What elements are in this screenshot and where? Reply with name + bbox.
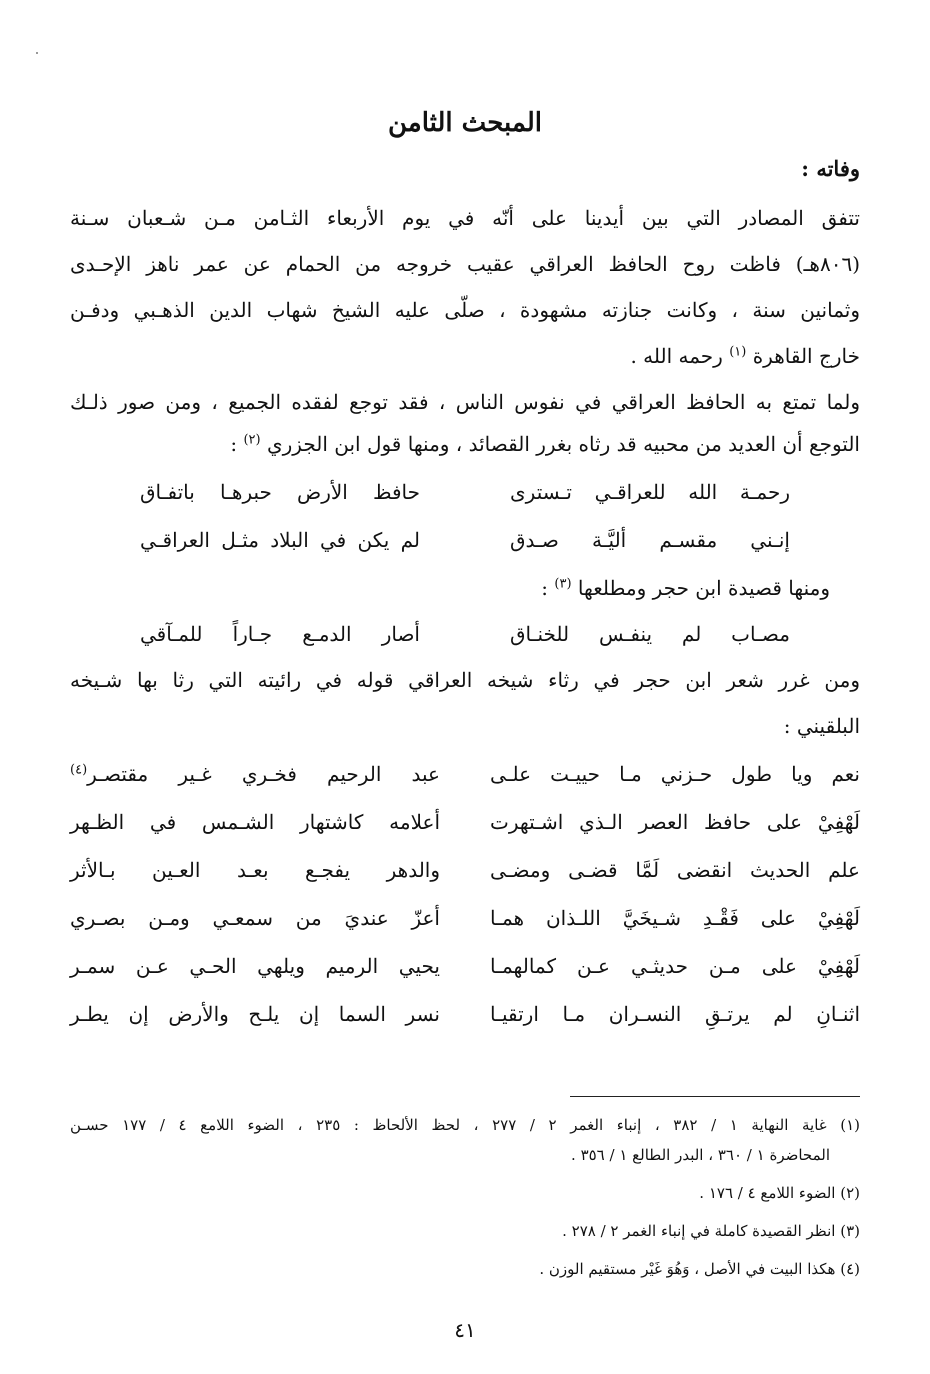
paragraph-text: ومنها قصيدة ابن حجر ومطلعها xyxy=(577,576,830,600)
paragraph-text: خارج القاهرة xyxy=(752,344,860,368)
paragraph-line: ومن غرر شعر ابن حجر في رثاء شيخه العراقي قوله في رائيته التي رثا بها شـيخه xyxy=(70,668,860,692)
paragraph-text: : xyxy=(541,576,549,600)
poem-verse xyxy=(70,612,860,656)
paragraph-line: (٨٠٦هـ) فاظت روح الحافظ العراقي عقيب خروجه من الحمام عن عمر ناهز الإحـدى xyxy=(70,252,860,276)
verse-first-hemistich: رحمـة الله للعراقـي تـسترى xyxy=(510,480,790,504)
paragraph-line: البلقيني : xyxy=(783,714,860,738)
section-heading: المبحث الثامن xyxy=(387,108,543,138)
paragraph-text: التوجع أن العديد من محبيه قد رثاه بغرر القصائد ، ومنها قول ابن الجزري xyxy=(266,432,860,456)
poem-verse xyxy=(70,944,860,988)
verse-first-hemistich: لَهْفِيْ على حافظ العصر الـذي اشـتهرت xyxy=(490,810,860,834)
paragraph-line: تتفق المصادر التي بين أيدينا على أنّه في يوم الأربعاء الثـامن مـن شـعبان سـنة xyxy=(70,206,860,230)
paragraph-line xyxy=(130,566,830,610)
footnote-ref: (٣) xyxy=(554,576,572,592)
poem-verse xyxy=(70,752,860,796)
footnote-ref: (١) xyxy=(729,344,747,360)
verse-second-hemistich: أعلامه كاشتهار الشـمس في الظـهر xyxy=(70,810,440,834)
footnote: (٤) هكذا البيت في الأصل ، وَهُوَ غَيْر مستقيم الوزن . xyxy=(539,1260,860,1278)
verse-second-hemistich: أعزّ عنديَ من سمعـي ومـن بصـري xyxy=(70,906,440,930)
poem-verse xyxy=(70,896,860,940)
subsection-heading: وفاته : xyxy=(801,156,860,181)
poem-verse xyxy=(70,800,860,844)
footnote-separator xyxy=(570,1096,860,1097)
verse-second-hemistich: يحيي الرميم ويلهي الحـي عـن سمـر xyxy=(70,954,440,978)
paragraph-line xyxy=(70,334,860,378)
verse-second-hemistich: أصار الدمـع جـاراً للمـآقي xyxy=(140,622,420,646)
verse-second-hemistich xyxy=(70,752,440,796)
scan-mark xyxy=(36,52,38,54)
verse-first-hemistich: نعم ويا طول حـزني مـا حييـت علـى xyxy=(490,762,860,786)
footnote-ref: (٢) xyxy=(243,432,261,448)
footnote: (٢) الضوء اللامع ٤ / ١٧٦ . xyxy=(699,1184,860,1202)
footnote-ref: (٤) xyxy=(70,762,88,778)
paragraph-line: وثمانين سنة ، وكانت جنازته مشهودة ، صلّى عليه الشيخ شهاب الدين الذهـبي ودفـن xyxy=(70,298,860,322)
verse-first-hemistich: علم الحديث انقضى لَمَّا قضـى ومضـى xyxy=(490,858,860,882)
verse-first-hemistich: مصـاب لم ينفـس للخنـاق xyxy=(510,622,790,646)
poem-verse xyxy=(70,470,860,514)
footnote: (٣) انظر القصيدة كاملة في إنباء الغمر ٢ / ٢٧٨ . xyxy=(562,1222,860,1240)
paragraph-line: ولما تمتع به الحافظ العراقي في نفوس الناس ، فقد توجع لفقده الجميع ، ومن صور ذلـك xyxy=(70,390,860,414)
poem-verse xyxy=(70,992,860,1036)
paragraph-line xyxy=(70,422,860,466)
footnote-continuation: المحاضرة ١ / ٣٦٠ ، البدر الطالع ١ / ٣٥٦ . xyxy=(571,1146,830,1164)
verse-first-hemistich: لَهْفِيْ على مـن حديثـي عـن كمالهمـا xyxy=(490,954,860,978)
verse-second-hemistich: حافظ الأرض حبرهـا باتفـاق xyxy=(140,480,420,504)
verse-text: عبد الرحيم فخـري غـير مقتصـر xyxy=(87,762,440,786)
verse-first-hemistich: إنـني مقسـم أليَّـة صـدق xyxy=(510,528,790,552)
poem-verse xyxy=(70,518,860,562)
verse-first-hemistich: لَهْفِيْ على فَقْـدِ شـيخَيَّ اللـذان همـا xyxy=(490,906,860,930)
paragraph-text: رحمه الله . xyxy=(630,344,723,368)
footnote: (١) غاية النهاية ١ / ٣٨٢ ، إنباء الغمر ٢ / ٢٧٧ ، لحظ الألحاظ : ٢٣٥ ، الضوء اللامع ٤ / ١٧٧ حسـن xyxy=(70,1116,860,1134)
verse-second-hemistich: والدهر يفجـع بعـد العـين بـالأثر xyxy=(70,858,440,882)
verse-second-hemistich: لم يكن في البلاد مثـل العراقـي xyxy=(140,528,420,552)
page-number: ٤١ xyxy=(454,1318,476,1342)
poem-verse xyxy=(70,848,860,892)
paragraph-text: : xyxy=(230,432,238,456)
verse-second-hemistich: نسر السما إن يلـح والأرض إن يطـر xyxy=(70,1002,440,1026)
verse-first-hemistich: اثنـانِ لم يرتـقِ النسـران مـا ارتقيـا xyxy=(490,1002,860,1026)
